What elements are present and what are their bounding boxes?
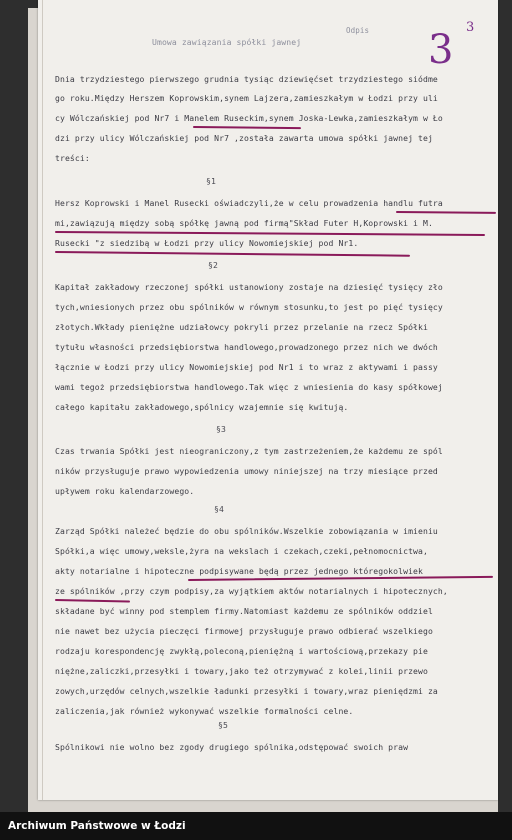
text-line-14: tytułu własności przedsiębiorstwa handlowego,prowadzonego przez nich we dwóch	[55, 342, 438, 352]
page-number-large: 3	[428, 27, 454, 73]
text-line-7: Hersz Koprowski i Manel Rusecki oświadczyli,że w celu prowadzenia handlu futra	[55, 198, 443, 208]
text-line-24: Spółki,a więc umowy,weksle,żyra na wekslach i czekach,czeki,pełnomocnictwa,	[55, 546, 428, 556]
document-title: Umowa zawiązania spółki jawnej	[152, 37, 302, 47]
page-edge-line	[42, 0, 43, 800]
underline-siedziba-line	[55, 251, 410, 256]
text-line-27: składane być winny pod stemplem firmy.Natomiast każdemu ze spólników oddziel	[55, 606, 433, 616]
text-line-3: cy Wólczańskiej pod Nr7 i Manelem Ruseckim,synem Joska-Lewka,zamieszkałym w Ło	[55, 113, 443, 123]
archive-footer	[0, 812, 512, 840]
document-page	[38, 0, 498, 800]
section-heading-1: §1	[206, 176, 216, 186]
text-line-9: Rusecki "z siedzibą w Łodzi przy ulicy Nowomiejskiej pod Nr1.	[55, 238, 359, 248]
text-line-13: złotych.Wkłady pieniężne udziałowcy pokryli przez przelanie na rzecz Spółki	[55, 322, 428, 332]
text-line-11: Kapitał zakładowy rzeczonej spółki ustanowiony zostaje na dziesięć tysięcy zło	[55, 282, 443, 292]
section-heading-3: §3	[216, 424, 226, 434]
text-line-31: zowych,urzędów celnych,wszelkie ładunki przesyłki i towary,wraz pieniędzmi za	[55, 686, 438, 696]
text-line-21: upływem roku kalendarzowego.	[55, 486, 195, 496]
underline-podpisywane	[188, 576, 493, 581]
text-line-16: wami tegoż przedsiębiorstwa handlowego.Tak więc z wniesienia do kasy spółkowej	[55, 382, 443, 392]
text-line-19: Czas trwania Spółki jest nieograniczony,z tym zastrzeżeniem,że każdemu ze spól	[55, 446, 443, 456]
underline-firma-line	[55, 231, 485, 236]
text-line-20: ników przysługuje prawo wypowiedzenia umowy niniejszej na trzy miesiące przed	[55, 466, 438, 476]
text-line-30: niężne,zaliczki,przesyłki i towary,jako też otrzymywać z kolei,linii przewo	[55, 666, 428, 676]
section-heading-2: §2	[208, 260, 218, 270]
text-line-2: go roku.Między Herszem Koprowskim,synem Lajzera,zamieszkałym w Łodzi przy uli	[55, 93, 438, 103]
text-line-12: tych,wniesionych przez obu spólników w równym stosunku,to jest po pięć tysięcy	[55, 302, 443, 312]
text-line-5: treści:	[55, 153, 90, 163]
text-line-28: nie nawet bez użycia pieczęci firmowej przysługuje prawo odbierać wszelkiego	[55, 626, 433, 636]
text-line-17: całego kapitału zakładowego,spólnicy wzajemnie się kwitują.	[55, 402, 349, 412]
archive-label: Archiwum Państwowe w Łodzi	[8, 820, 186, 832]
text-line-29: rodzaju korespondencję zwykłą,poleconą,pieniężną i wartościową,przekazy pie	[55, 646, 428, 656]
underline-ze-spolnikow	[55, 599, 130, 602]
underline-manel-rusecki	[193, 126, 301, 129]
text-line-4: dzi przy ulicy Wólczańskiej pod Nr7 ,została zawarta umowa spółki jawnej tej	[55, 133, 433, 143]
section-heading-4: §4	[214, 504, 224, 514]
section-heading-5: §5	[218, 720, 228, 730]
text-line-1: Dnia trzydziestego pierwszego grudnia tysiąc dziewięćset trzydziestego siódme	[55, 74, 438, 84]
text-line-8: mi,zawiązują między sobą spółkę jawną pod firmą"Skład Futer H,Koprowski i M.	[55, 218, 433, 228]
text-line-23: Zarząd Spółki należeć będzie do obu spólników.Wszelkie zobowiązania w imieniu	[55, 526, 438, 536]
text-line-34: Spólnikowi nie wolno bez zgody drugiego spólnika,odstępować swoich praw	[55, 742, 409, 752]
text-line-15: łącznie w Łodzi przy ulicy Nowomiejskiej pod Nr1 i to wraz z aktywami i passy	[55, 362, 438, 372]
underline-handlu-futra	[396, 211, 496, 213]
text-line-26: ze spólników ,przy czym podpisy,za wyjątkiem aktów notarialnych i hipotecznych,	[55, 586, 448, 596]
page-number-corner: 3	[466, 20, 475, 35]
text-line-32: zaliczenia,jak również wykonywać wszelkie formalności celne.	[55, 706, 354, 716]
text-line-25: akty notarialne i hipoteczne podpisywane będą przez jednego któregokolwiek	[55, 566, 423, 576]
stamp-odpis: Odpis	[346, 26, 370, 35]
